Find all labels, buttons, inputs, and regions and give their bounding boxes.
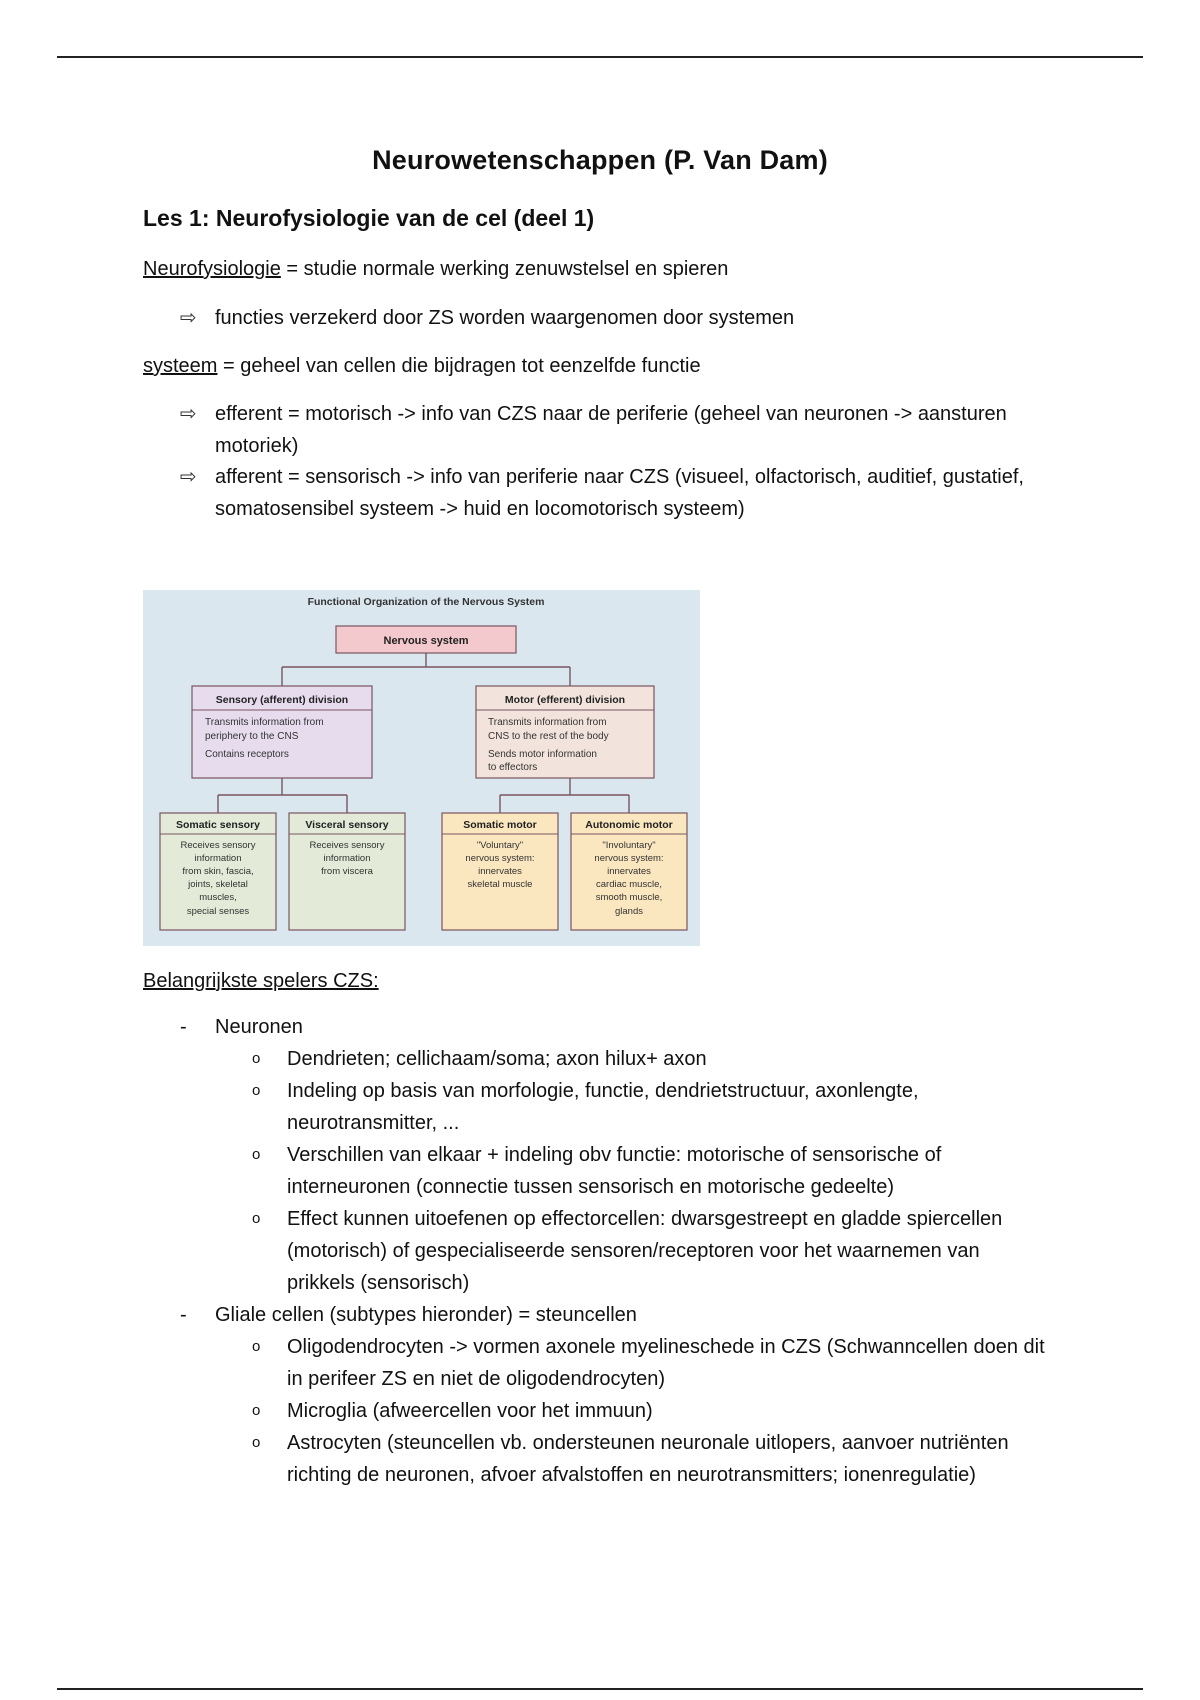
autonomic-motor-line: smooth muscle, [595, 892, 663, 903]
somatic-motor-line: innervates [478, 866, 522, 877]
circle-bullet-icon: o [252, 1210, 261, 1227]
somatic-sensory-line: muscles, [199, 892, 237, 903]
bullet-text: functies verzekerd door ZS worden waargenomen door systemen [215, 307, 795, 329]
sub-list-item [252, 1075, 1052, 1139]
somatic-motor-line: nervous system: [465, 853, 535, 864]
list-item-neuronen [180, 1011, 1080, 1043]
visceral-sensory-line: Receives sensory [309, 840, 385, 851]
lesson-title: Les 1: Neurofysiologie van de cel (deel 1) [143, 205, 595, 231]
circle-bullet-icon: o [252, 1082, 261, 1099]
motor-line: to effectors [488, 762, 538, 773]
autonomic-motor-line: cardiac muscle, [596, 879, 662, 890]
sub-list-item [252, 1139, 1052, 1203]
circle-bullet-icon: o [252, 1402, 261, 1419]
term-systeem: systeem [143, 355, 218, 377]
motor-line: Sends motor information [488, 749, 597, 760]
top-rule [57, 56, 1143, 58]
sub-list-text: Effect kunnen uitoefenen op effectorcellen: dwarsgestreept en gladde spiercellen (motorisch) of gespecialiseerde sensoren/receptoren voor het waarnemen van prikkels (sensorisch) [287, 1208, 1003, 1294]
somatic-sensory-line: joints, skeletal [188, 879, 248, 890]
somatic-motor-line: "Voluntary" [476, 840, 524, 851]
diagram-title: Functional Organization of the Nervous System [307, 596, 545, 608]
circle-bullet-icon: o [252, 1338, 261, 1355]
sub-list-text: Verschillen van elkaar + indeling obv functie: motorische of sensorische of interneuronen (connectie tussen sensorisch en motorische gedeelte) [287, 1144, 942, 1198]
sensory-line: Transmits information from [205, 717, 324, 728]
circle-bullet-icon: o [252, 1146, 261, 1163]
arrow-bullet-afferent [180, 461, 1050, 525]
bottom-rule [57, 1688, 1143, 1690]
sub-list-item [252, 1043, 1052, 1075]
root-label: Nervous system [383, 635, 469, 647]
sub-list-text: Indeling op basis van morfologie, functie, dendrietstructuur, axonlengte, neurotransmitter, ... [287, 1080, 919, 1134]
visceral-sensory-title: Visceral sensory [305, 819, 389, 831]
somatic-motor-title: Somatic motor [463, 819, 537, 831]
arrow-icon: ⇨ [180, 466, 197, 488]
dash-bullet: - [180, 1304, 187, 1326]
sub-list-text: Oligodendrocyten -> vormen axonele myelineschede in CZS (Schwanncellen doen dit in perifeer ZS en niet de oligodendrocyten) [287, 1336, 1045, 1390]
motor-line: Transmits information from [488, 717, 607, 728]
definition-neurofysiologie [143, 253, 728, 285]
somatic-sensory-title: Somatic sensory [175, 819, 261, 831]
bullet-text: efferent = motorisch -> info van CZS naar de periferie (geheel van neuronen -> aansturen motoriek) [215, 403, 1007, 457]
somatic-sensory-line: special senses [186, 906, 250, 917]
definition-systeem [143, 350, 701, 382]
sensory-line: Contains receptors [205, 749, 289, 760]
somatic-sensory-line: information [194, 853, 242, 864]
list-item-label: Gliale cellen (subtypes hieronder) = steuncellen [215, 1304, 637, 1326]
circle-bullet-icon: o [252, 1434, 261, 1451]
sensory-line: periphery to the CNS [205, 731, 299, 742]
arrow-bullet-efferent [180, 398, 1050, 462]
definition-text: = studie normale werking zenuwstelsel en spieren [280, 258, 729, 280]
autonomic-motor-line: "Involuntary" [602, 840, 656, 851]
sub-list-item [252, 1395, 1052, 1427]
list-item-gliale-cellen [180, 1299, 1080, 1331]
autonomic-motor-line: glands [615, 906, 643, 917]
arrow-icon: ⇨ [180, 403, 197, 425]
sub-list-item [252, 1331, 1052, 1395]
term-neurofysiologie: Neurofysiologie [143, 258, 281, 280]
bullet-text: afferent = sensorisch -> info van periferie naar CZS (visueel, olfactorisch, auditief, gustatief, somatosensibel systeem -> huid en locomotorisch systeem) [215, 466, 1024, 520]
sub-list-item [252, 1203, 1052, 1299]
page-title: Neurowetenschappen (P. Van Dam) [372, 145, 828, 175]
list-item-label: Neuronen [215, 1016, 303, 1038]
arrow-icon: ⇨ [180, 307, 197, 329]
somatic-sensory-line: from skin, fascia, [182, 866, 254, 877]
sub-list-text: Microglia (afweercellen voor het immuun) [287, 1400, 653, 1422]
somatic-sensory-line: Receives sensory [180, 840, 256, 851]
dash-bullet: - [180, 1016, 187, 1038]
sub-list-item [252, 1427, 1052, 1491]
sub-list-text: Dendrieten; cellichaam/soma; axon hilux+ axon [287, 1048, 707, 1070]
motor-line: CNS to the rest of the body [488, 731, 609, 742]
sensory-division-title: Sensory (afferent) division [215, 694, 349, 706]
visceral-sensory-line: information [323, 853, 371, 864]
nervous-system-diagram [143, 590, 700, 946]
sub-list-text: Astrocyten (steuncellen vb. ondersteunen neuronale uitlopers, aanvoer nutriënten richting de neuronen, afvoer afvalstoffen en neurotransmitters; ionenregulatie) [287, 1432, 1009, 1486]
players-heading-text: Belangrijkste spelers CZS: [143, 970, 379, 992]
arrow-bullet [180, 302, 1050, 334]
visceral-sensory-line: from viscera [321, 866, 373, 877]
definition-text: = geheel van cellen die bijdragen tot eenzelfde functie [217, 355, 701, 377]
somatic-motor-line: skeletal muscle [467, 879, 533, 890]
motor-division-title: Motor (efferent) division [504, 694, 626, 706]
players-heading [143, 965, 379, 997]
autonomic-motor-line: nervous system: [594, 853, 664, 864]
circle-bullet-icon: o [252, 1050, 261, 1067]
autonomic-motor-title: Autonomic motor [585, 819, 673, 831]
autonomic-motor-line: innervates [607, 866, 651, 877]
